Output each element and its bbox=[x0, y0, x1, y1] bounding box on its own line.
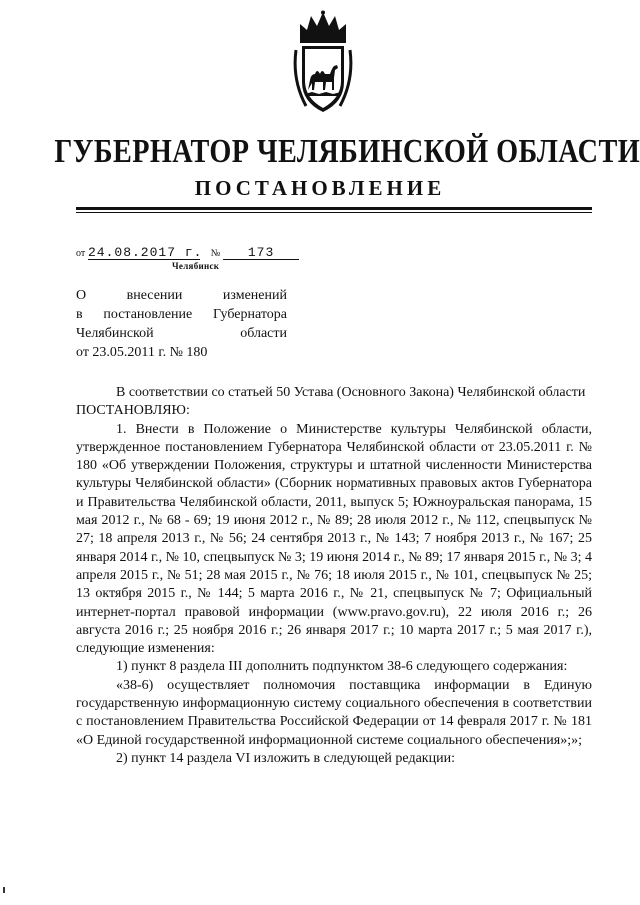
subject-line: О внесении изменений bbox=[76, 288, 287, 303]
document-body bbox=[76, 384, 592, 768]
document-date: 24.08.2017 г. bbox=[88, 245, 203, 260]
document-subject bbox=[76, 286, 287, 362]
subitem-2-paragraph: 2) пункт 14 раздела VI изложить в следующей редакции: bbox=[116, 750, 455, 766]
date-prefix: от bbox=[76, 248, 86, 259]
document-type: ПОСТАНОВЛЕНИЕ bbox=[194, 176, 446, 200]
coat-of-arms-emblem bbox=[292, 10, 354, 114]
scan-mark bbox=[3, 887, 5, 893]
issuer-title: ГУБЕРНАТОР ЧЕЛЯБИНСКОЙ ОБЛАСТИ bbox=[54, 133, 640, 170]
decree-word: ПОСТАНОВЛЯЮ: bbox=[76, 403, 190, 419]
intro-paragraph: В соответствии со статьей 50 Устава (Основного Закона) Челябинской области bbox=[116, 385, 586, 400]
subject-line: Челябинской области bbox=[76, 326, 287, 341]
header-rule-thin bbox=[76, 212, 592, 213]
number-sign: № bbox=[210, 248, 221, 259]
date-number-line bbox=[76, 246, 299, 260]
header-rule-thick bbox=[76, 207, 592, 210]
subject-line: в постановление Губернатора bbox=[76, 307, 287, 322]
subject-line: от 23.05.2011 г. № 180 bbox=[76, 345, 208, 360]
subitem-1-paragraph: 1) пункт 8 раздела III дополнить подпунктом 38-6 следующего содержания: bbox=[116, 659, 568, 675]
document-number: 173 bbox=[223, 246, 299, 260]
issue-city: Челябинск bbox=[172, 261, 220, 271]
quoted-subitem-paragraph: «38-6) осуществляет полномочия поставщика информации в Единую государственную информационную систему социального обеспечения в соответствии с постановлением Правительства Российской Федерации от 14 февраля 2017 г. № 181 «О Единой государственной информационной системе социального обеспечения»;»; bbox=[76, 677, 592, 748]
item-1-paragraph: 1. Внести в Положение о Министерстве культуры Челябинской области, утвержденное постановлением Губернатора Челябинской области от 23.05.2011 г. № 180 «Об утверждении Положения, структуры и штатной численности Министерства культуры Челябинской области» (Сборник нормативных правовых актов Губернатора и Правительства Челябинской области, 2011, выпуск 5; Южноуральская панорама, 15 мая 2012 г., № 68 - 69; 19 июня 2012 г., № 89; 28 июля 2012 г., № 112, спецвыпуск № 27; 18 апреля 2013 г., № 56; 24 сентября 2013 г., № 143; 7 ноября 2013 г., № 167; 25 января 2014 г., № 10, спецвыпуск № 3; 19 июня 2014 г., № 89; 17 января 2015 г., № 3; 4 апреля 2015 г., № 51; 28 мая 2015 г., № 76; 18 июля 2015 г., № 101, спецвыпуск № 25; 13 октября 2015 г., № 144; 5 марта 2016 г., № 21, спецвыпуск № 7; Официальный интернет-портал правовой информации (www.pravo.gov.ru), 22 июля 2016 г.; 26 августа 2016 г.; 25 ноября 2016 г.; 26 января 2017 г.; 10 марта 2017 г.; 5 мая 2017 г.), следующие изменения: bbox=[76, 421, 592, 657]
